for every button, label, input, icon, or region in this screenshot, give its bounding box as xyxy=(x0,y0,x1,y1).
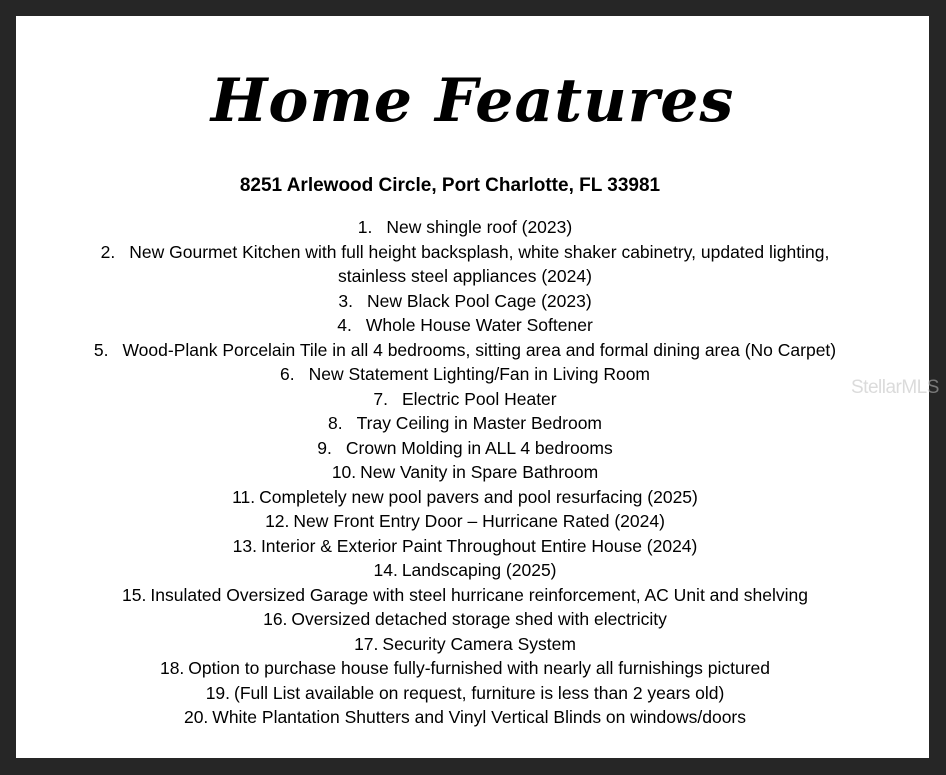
list-item: 8. Tray Ceiling in Master Bedroom xyxy=(327,413,603,433)
list-item: 7. Electric Pool Heater xyxy=(373,388,557,409)
list-item: 20. White Plantation Shutters and Vinyl Vertical Blinds on windows/doors xyxy=(183,707,747,727)
list-item: 12. New Front Entry Door – Hurricane Rated (2024) xyxy=(265,511,665,531)
list-item: 13. Interior & Exterior Paint Throughout Entire House (2024) xyxy=(232,535,698,556)
list-item: 15. Insulated Oversized Garage with steel hurricane reinforcement, AC Unit and shelving xyxy=(122,584,808,605)
mls-watermark: StellarMLS xyxy=(851,377,939,398)
list-item: 17. Security Camera System xyxy=(354,633,576,654)
list-item: 9. Crown Molding in ALL 4 bedrooms xyxy=(317,437,613,458)
list-item: 1. New shingle roof (2023) xyxy=(357,217,573,237)
list-item: 16. Oversized detached storage shed with electricity xyxy=(263,609,667,629)
list-item: 3. New Black Pool Cage (2023) xyxy=(338,290,592,311)
list-item: 2. New Gourmet Kitchen with full height backsplash, white shaker cabinetry, updated lighting, stainless steel appliances (2024) xyxy=(100,241,830,286)
list-item: 19. (Full List available on request, furniture is less than 2 years old) xyxy=(205,682,725,703)
list-item: 10. New Vanity in Spare Bathroom xyxy=(331,462,599,482)
document-page xyxy=(16,16,929,758)
list-item: 18. Option to purchase house fully-furnished with nearly all furnishings pictured xyxy=(159,658,771,678)
page-title: Home Features xyxy=(210,66,735,136)
list-item: 5. Wood-Plank Porcelain Tile in all 4 bedrooms, sitting area and formal dining area (No Carpet) xyxy=(93,339,837,360)
features-list xyxy=(16,215,914,730)
property-address: 8251 Arlewood Circle, Port Charlotte, FL 33981 xyxy=(239,175,661,196)
list-item: 14. Landscaping (2025) xyxy=(373,560,557,580)
list-item: 11. Completely new pool pavers and pool resurfacing (2025) xyxy=(232,486,698,507)
list-item: 6. New Statement Lighting/Fan in Living Room xyxy=(279,364,651,384)
list-item: 4. Whole House Water Softener xyxy=(337,315,593,335)
